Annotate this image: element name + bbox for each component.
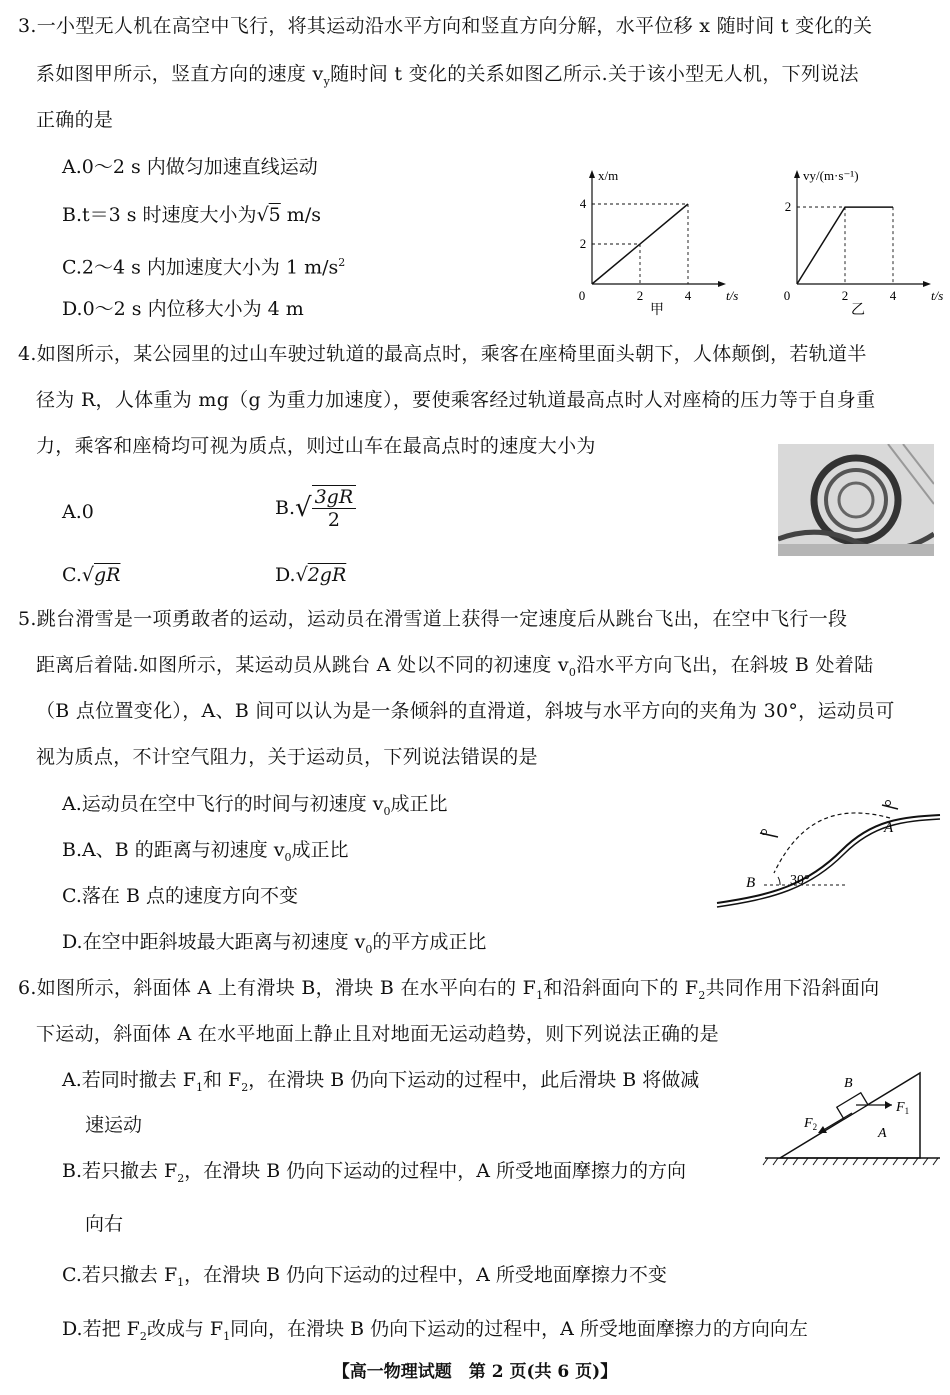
q6-option-c: C.若只撤去 $F_1$，在滑块 B 仍向下运动的过程中，A 所受地面摩擦力不变 [62,1264,667,1289]
y-axis-arrow [794,170,800,178]
q4-option-b: B.√ $\frac{3gR}{2}$ [275,485,356,531]
q3-option-a: A.0～2 s 内做匀加速直线运动 [62,156,318,178]
q3-option-b: B.t＝3 s 时速度大小为√5 m/s [62,204,321,226]
skier-at-a-icon [882,801,898,810]
q6-option-b-line2: 向右 [85,1213,124,1235]
x-tick-label: 2 [636,288,644,303]
chart-jia-caption: 甲 [650,303,664,318]
q6-line1: 6.如图所示，斜面体 A 上有滑块 B，滑块 B 在水平向右的 $F_1$和沿斜面向下的 $F_2$共同作用下沿斜面向 [18,977,880,1002]
roller-coaster-illustration [778,444,934,556]
q3-option-c: C.2～4 s 内加速度大小为 1 $m/s^2$ [62,256,346,279]
q3-line1: 3.一小型无人机在高空中飞行，将其运动沿水平方向和竖直方向分解，水平位移 x 随时间 t 变化的关 [18,15,873,37]
q3-line3: 正确的是 [36,109,114,131]
ski-angle-label: 30° [790,873,810,888]
q4-option-d: D.√2gR [275,564,347,586]
x-tick-label: 0 [578,288,586,303]
q6-option-a-line2: 速运动 [85,1114,143,1136]
x-axis-arrow [923,281,931,287]
q3-line2: 系如图甲所示，竖直方向的速度 $v_y$随时间 t 变化的关系如图乙所示.关于该小型无人机，下列说法 [36,63,859,88]
q4-line2: 径为 R，人体重为 mg（g 为重力加速度），要使乘客经过轨道最高点时人对座椅的压力等于自身重 [36,389,876,411]
q3-option-d: D.0～2 s 内位移大小为 4 m [62,298,304,320]
q6-option-d: D.若把 $F_2$改成与 $F_1$同向，在滑块 B 仍向下运动的过程中，A 所受地面摩擦力的方向向左 [62,1318,808,1343]
x-tick-label: 4 [684,288,692,303]
y-axis-label: vy/(m·s⁻¹) [803,168,859,183]
q5-line3: （B 点位置变化），A、B 间可以认为是一条倾斜的直滑道，斜坡与水平方向的夹角为 30°，运动员可 [36,700,895,722]
incline-figure [760,1065,945,1170]
x-tick-label: 2 [841,288,849,303]
ski-label-a: A [884,820,894,836]
skier-in-air-icon [760,830,778,838]
incline-label-a: A [878,1126,887,1141]
ski-label-b: B [746,875,756,891]
x-tick-label: 4 [889,288,897,303]
q5-line2: 距离后着陆.如图所示，某运动员从跳台 A 处以不同的初速度 $v_0$沿水平方向飞出，在斜坡 B 处着陆 [36,654,874,679]
chart-jia [565,168,745,320]
q6-option-b-line1: B.若只撤去 $F_2$，在滑块 B 仍向下运动的过程中，A 所受地面摩擦力的方向 [62,1160,687,1185]
q5-option-d: D.在空中距斜坡最大距离与初速度 $v_0$的平方成正比 [62,931,487,956]
incline-label-f2: $F_2$ [804,1116,818,1132]
y-tick-label: 4 [579,196,587,211]
q5-line1: 5.跳台滑雪是一项勇敢者的运动，运动员在滑雪道上获得一定速度后从跳台飞出，在空中飞行一段 [18,608,848,630]
y-axis-arrow [589,170,595,178]
y-axis-label: x/m [598,168,619,183]
x-axis-label: t/s [726,288,739,303]
q5-line4: 视为质点，不计空气阻力，关于运动员，下列说法错误的是 [36,746,538,768]
incline-label-f1: $F_1$ [896,1100,910,1116]
ski-jump-figure [712,795,947,915]
q4-line1: 4.如图所示，某公园里的过山车驶过轨道的最高点时，乘客在座椅里面头朝下，人体颠倒，若轨道半 [18,343,867,365]
chart-yi-caption: 乙 [851,303,865,318]
y-tick-label: 2 [784,199,792,215]
q4-option-c: C.√gR [62,564,121,586]
roller-coaster-photo [778,444,934,556]
q5-option-c: C.落在 B 点的速度方向不变 [62,885,298,907]
q5-option-b: B.A、B 的距离与初速度 $v_0$成正比 [62,839,349,864]
x-tick-label: 0 [783,288,791,303]
slider-block [837,1093,868,1119]
chart-yi [770,168,950,320]
q6-line2: 下运动，斜面体 A 在水平地面上静止且对地面无运动趋势，则下列说法正确的是 [36,1023,719,1045]
incline-label-b: B [844,1076,853,1091]
q4-option-a: A.0 [62,501,94,523]
q5-option-a: A.运动员在空中飞行的时间与初速度 $v_0$成正比 [62,793,448,818]
x-axis-label: t/s [931,288,944,303]
y-tick-label: 2 [579,236,587,251]
q6-option-a-line1: A.若同时撤去 $F_1$和 $F_2$，在滑块 B 仍向下运动的过程中，此后滑块 B 将做减 [62,1069,700,1094]
x-axis-arrow [718,281,726,287]
page-footer: 【高一物理试题 第 2 页(共 6 页)】 [332,1362,618,1382]
q4-line3: 力，乘客和座椅均可视为质点，则过山车在最高点时的速度大小为 [36,435,596,457]
